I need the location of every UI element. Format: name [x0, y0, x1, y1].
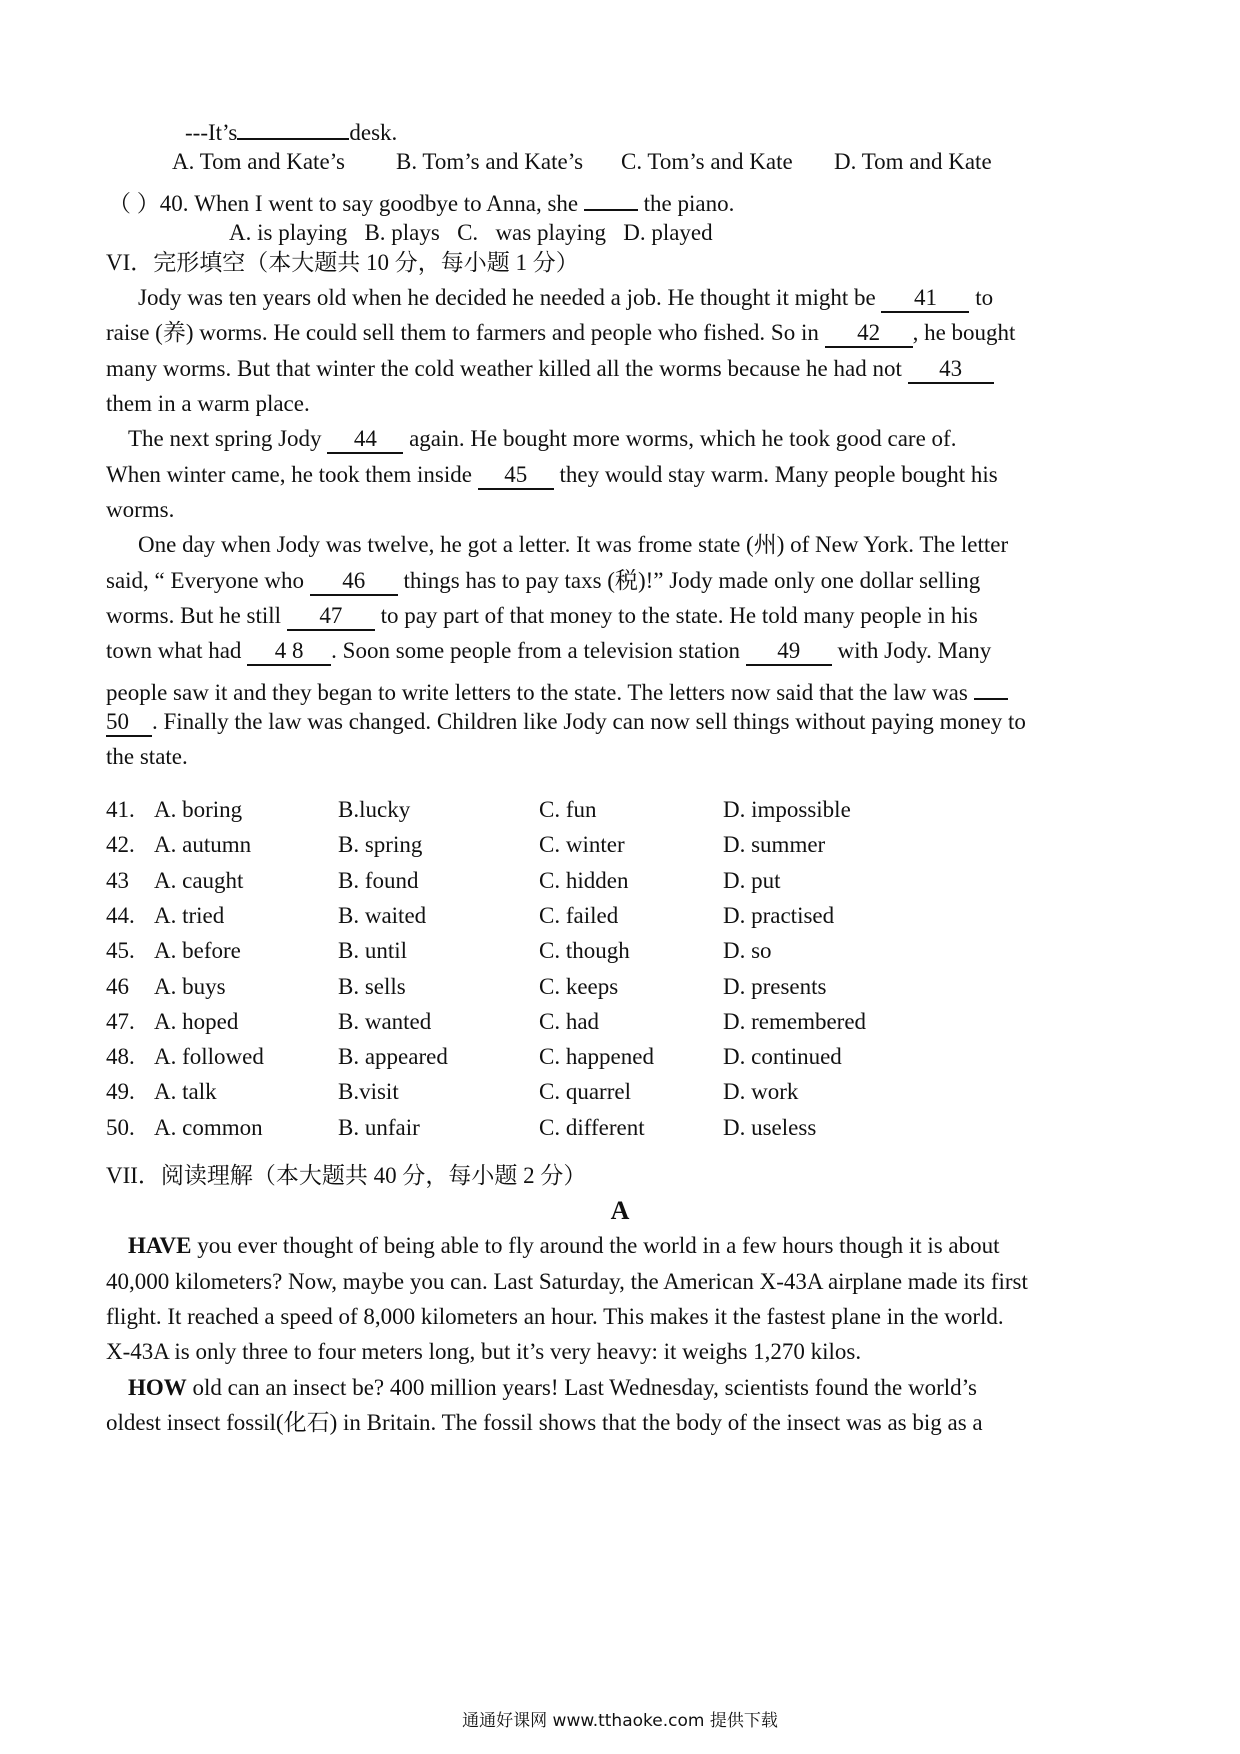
- cloze-p3-line7: the state.: [106, 744, 188, 769]
- choice-a: A. buys: [154, 973, 226, 999]
- text: old can an insect be? 400 million years! Last Wednesday, scientists found the world’s: [186, 1375, 977, 1400]
- q39-option-d: D. Tom and Kate: [834, 149, 992, 174]
- choice-c: C. quarrel: [539, 1079, 631, 1105]
- choice-number: 42.: [106, 832, 135, 858]
- q40-answer-paren: （ ）: [108, 191, 160, 216]
- choice-b: B. spring: [338, 832, 423, 858]
- text: things has to pay taxs (税)!” Jody made only one dollar selling: [403, 568, 981, 593]
- choice-a: A. talk: [154, 1079, 217, 1105]
- text: again. He bought more worms, which he took good care of.: [409, 426, 957, 451]
- choice-c: C. winter: [539, 832, 625, 858]
- text: raise (养) worms. He could sell them to farmers and people who fished. So in: [106, 320, 819, 345]
- choice-b: B. waited: [338, 902, 427, 928]
- text: you ever thought of being able to fly around the world in a few hours though it is about: [191, 1233, 1000, 1258]
- text: people saw it and they began to write letters to the state. The letters now said that the law was: [106, 680, 968, 705]
- blank-46: 46: [310, 568, 398, 596]
- cloze-p3-line1: One day when Jody was twelve, he got a letter. It was frome state (州) of New York. The letter: [138, 532, 1009, 557]
- text: to pay part of that money to the state. He told many people in his: [380, 603, 978, 628]
- text: to: [975, 285, 994, 310]
- choice-d: D. impossible: [723, 797, 851, 822]
- choice-d: D. presents: [723, 973, 827, 999]
- choice-b: B.visit: [338, 1079, 399, 1105]
- reading-p1-line4: X-43A is only three to four meters long, but it’s very heavy: it weighs 1,270 kilos.: [106, 1339, 862, 1364]
- blank-50: 50: [106, 709, 152, 737]
- choice-number: 50.: [106, 1114, 135, 1140]
- cloze-p3-line6: [106, 707, 1026, 737]
- text: they would stay warm. Many people bought his: [559, 462, 998, 487]
- q40-option-a: A. is playing: [229, 220, 348, 245]
- cloze-p1-line3: [106, 354, 994, 384]
- q39-answer-prefix: ---It’s: [185, 120, 238, 145]
- text: many worms. But that winter the cold weather killed all the worms because he had not: [106, 356, 902, 381]
- choice-b: B. appeared: [338, 1044, 448, 1070]
- choice-b: B. found: [338, 867, 419, 893]
- choice-a: A. hoped: [154, 1008, 239, 1034]
- lead-word: HOW: [128, 1375, 187, 1400]
- q40-options: [229, 218, 713, 248]
- choice-b: B. sells: [338, 973, 406, 999]
- passage-label: A: [610, 1196, 630, 1225]
- text: worms. But he still: [106, 603, 282, 628]
- choice-a: A. common: [154, 1114, 263, 1140]
- text: said, “ Everyone who: [106, 568, 304, 593]
- page-footer: 通通好课网 www.tthaoke.com 提供下载: [462, 1711, 778, 1731]
- q40-option-c: was playing: [495, 220, 606, 245]
- reading-p2-line2: oldest insect fossil(化石) in Britain. The fossil shows that the body of the insect was as big as a: [106, 1410, 983, 1435]
- text: . Finally the law was changed. Children like Jody can now sell things without paying money to: [152, 709, 1026, 734]
- choice-d: D. useless: [723, 1114, 817, 1140]
- cloze-p3-line2: [106, 566, 980, 596]
- blank-47: 47: [287, 603, 375, 631]
- text: town what had: [106, 638, 242, 663]
- q40-stem: [108, 183, 734, 219]
- text: with Jody. Many: [837, 638, 992, 663]
- choice-d: D. summer: [723, 832, 826, 858]
- choice-number: 48.: [106, 1044, 135, 1070]
- q40-option-c-label: C.: [457, 220, 479, 245]
- choice-c: C. though: [539, 938, 630, 964]
- choice-number: 47.: [106, 1008, 135, 1034]
- q39-answer-line: [185, 112, 397, 148]
- choice-b: B.lucky: [338, 797, 411, 822]
- choice-number: 44.: [106, 902, 135, 928]
- cloze-p3-line4: [106, 636, 991, 666]
- cloze-p1-line2: [106, 318, 1015, 348]
- choice-a: A. tried: [154, 902, 225, 928]
- cloze-p2-line2: [106, 460, 998, 490]
- choice-c: C. failed: [539, 902, 619, 928]
- section-7-title: VII．阅读理解（本大题共 40 分，每小题 2 分）: [106, 1163, 587, 1188]
- q39-option-c: C. Tom’s and Kate: [621, 149, 793, 174]
- choice-a: A. autumn: [154, 832, 252, 858]
- lead-word: HAVE: [128, 1233, 192, 1258]
- choice-number: 46: [106, 973, 129, 999]
- text: , he bought: [912, 320, 1016, 345]
- blank-48: 4 8: [247, 638, 331, 666]
- q39-answer-suffix: desk.: [349, 120, 398, 145]
- cloze-p2-line1: [128, 424, 956, 454]
- blank-50-part1: [974, 672, 1008, 700]
- choice-d: D. put: [723, 867, 781, 893]
- choice-number: 43: [106, 867, 129, 893]
- q40-blank: [584, 183, 638, 211]
- reading-p1-line2: 40,000 kilometers? Now, maybe you can. Last Saturday, the American X-43A airplane made its first: [106, 1269, 1028, 1294]
- choice-c: C. fun: [539, 797, 597, 822]
- reading-p1-line1: [128, 1231, 1000, 1261]
- text: Jody was ten years old when he decided he needed a job. He thought it might be: [138, 285, 876, 310]
- blank-43: 43: [908, 356, 994, 384]
- choice-b: B. until: [338, 938, 408, 964]
- cloze-p1-line1: [138, 283, 993, 313]
- choice-number: 41.: [106, 797, 135, 822]
- choice-b: B. unfair: [338, 1114, 420, 1140]
- q40-stem-a: 40. When I went to say goodbye to Anna, she: [159, 191, 579, 216]
- choice-c: C. happened: [539, 1044, 654, 1070]
- choice-c: C. different: [539, 1114, 645, 1140]
- text: . Soon some people from a television station: [331, 638, 740, 663]
- q39-option-a: A. Tom and Kate’s: [172, 149, 345, 174]
- choice-number: 49.: [106, 1079, 135, 1105]
- reading-p1-line3: flight. It reached a speed of 8,000 kilometers an hour. This makes it the fastest plane in the world.: [106, 1304, 1004, 1329]
- blank-41: 41: [881, 285, 969, 313]
- choice-c: C. keeps: [539, 973, 619, 999]
- blank-49: 49: [746, 638, 832, 666]
- text: The next spring Jody: [128, 426, 322, 451]
- choice-a: A. followed: [154, 1044, 264, 1070]
- text: When winter came, he took them inside: [106, 462, 472, 487]
- choice-d: D. practised: [723, 902, 835, 928]
- q39-option-b: B. Tom’s and Kate’s: [396, 149, 584, 174]
- choice-number: 45.: [106, 938, 135, 964]
- cloze-p3-line5: [106, 672, 1008, 708]
- cloze-p2-line3: worms.: [106, 497, 175, 522]
- q40-stem-b: the piano.: [643, 191, 735, 216]
- choice-c: C. had: [539, 1008, 600, 1034]
- blank-44: 44: [327, 426, 403, 454]
- choice-c: C. hidden: [539, 867, 629, 893]
- reading-p2-line1: [128, 1373, 977, 1403]
- cloze-p1-line4: them in a warm place.: [106, 391, 310, 416]
- choice-a: A. before: [154, 938, 241, 964]
- q40-option-b: B. plays: [364, 220, 440, 245]
- choice-d: D. so: [723, 938, 772, 964]
- q40-option-d: D. played: [623, 220, 713, 245]
- choice-d: D. continued: [723, 1044, 842, 1070]
- choice-a: A. caught: [154, 867, 244, 893]
- choice-b: B. wanted: [338, 1008, 432, 1034]
- cloze-p3-line3: [106, 601, 978, 631]
- section-6-title: VI．完形填空（本大题共 10 分，每小题 1 分）: [106, 250, 579, 275]
- q39-blank: [237, 112, 349, 140]
- choice-d: D. remembered: [723, 1008, 867, 1034]
- blank-45: 45: [478, 462, 554, 490]
- choice-a: A. boring: [154, 797, 243, 822]
- blank-42: 42: [825, 320, 913, 348]
- choice-d: D. work: [723, 1079, 799, 1105]
